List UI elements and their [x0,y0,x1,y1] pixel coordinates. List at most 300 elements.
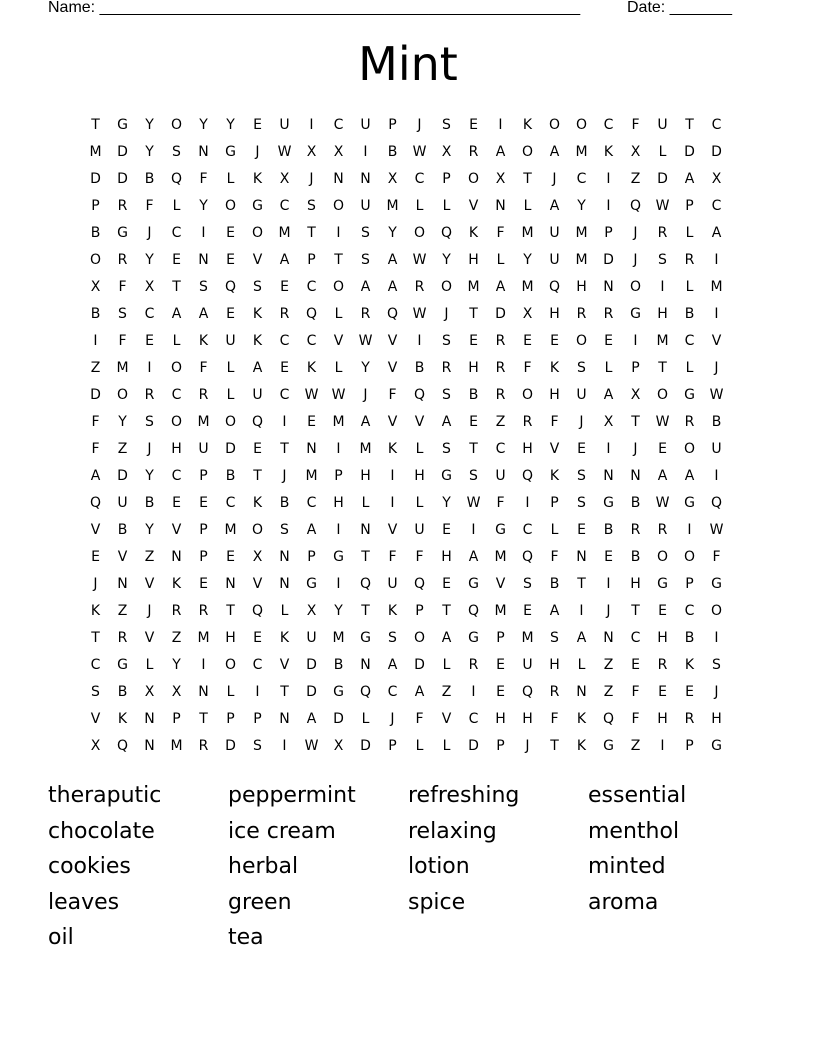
grid-cell[interactable]: O [575,117,588,133]
grid-cell[interactable]: X [387,171,398,187]
grid-cell[interactable]: Q [521,468,534,484]
grid-cell[interactable]: N [630,468,641,484]
grid-cell[interactable]: E [523,333,532,349]
grid-cell[interactable]: G [117,117,128,133]
grid-cell[interactable]: Y [172,657,181,673]
grid-cell[interactable]: O [332,279,345,295]
grid-cell[interactable]: J [309,171,314,187]
grid-cell[interactable]: G [306,576,317,592]
grid-cell[interactable]: T [361,549,370,565]
grid-cell[interactable]: L [685,360,694,376]
grid-cell[interactable]: F [199,171,208,187]
grid-cell[interactable]: T [172,279,181,295]
grid-cell[interactable]: K [306,360,317,376]
grid-cell[interactable]: Y [442,495,451,511]
grid-cell[interactable]: T [253,468,262,484]
grid-cell[interactable]: M [521,630,534,646]
grid-cell[interactable]: E [577,441,586,457]
grid-cell[interactable]: A [603,387,614,403]
grid-cell[interactable]: R [495,360,506,376]
grid-cell[interactable]: P [226,711,235,727]
grid-cell[interactable]: O [548,117,561,133]
grid-cell[interactable]: W [412,252,427,268]
grid-cell[interactable]: S [199,279,208,295]
grid-cell[interactable]: Q [359,684,372,700]
grid-cell[interactable]: Y [361,360,370,376]
grid-cell[interactable]: X [441,144,452,160]
grid-cell[interactable]: D [117,468,128,484]
grid-cell[interactable]: P [334,468,343,484]
grid-cell[interactable]: R [117,252,128,268]
grid-cell[interactable]: P [91,198,100,214]
grid-cell[interactable]: V [414,414,425,430]
grid-cell[interactable]: H [549,387,560,403]
grid-cell[interactable]: H [522,441,533,457]
grid-cell[interactable]: O [467,171,480,187]
grid-cell[interactable]: L [415,198,424,214]
grid-cell[interactable]: X [144,684,155,700]
grid-cell[interactable]: A [495,279,506,295]
grid-cell[interactable]: C [279,333,290,349]
grid-cell[interactable]: O [629,279,642,295]
grid-cell[interactable]: J [147,225,152,241]
grid-cell[interactable]: S [172,144,181,160]
grid-cell[interactable]: T [91,630,100,646]
grid-cell[interactable]: O [683,549,696,565]
grid-cell[interactable]: I [714,306,719,322]
grid-cell[interactable]: A [360,279,371,295]
grid-cell[interactable]: F [415,711,424,727]
grid-cell[interactable]: K [468,225,479,241]
grid-cell[interactable]: C [90,657,101,673]
grid-cell[interactable]: Q [359,576,372,592]
grid-cell[interactable]: P [307,549,316,565]
grid-cell[interactable]: X [495,171,506,187]
grid-cell[interactable]: V [117,549,128,565]
grid-cell[interactable]: F [118,279,127,295]
grid-cell[interactable]: X [252,549,263,565]
grid-cell[interactable]: F [523,360,532,376]
grid-cell[interactable]: R [198,387,209,403]
grid-cell[interactable]: J [417,117,422,133]
grid-cell[interactable]: A [387,279,398,295]
grid-cell[interactable]: D [306,657,317,673]
grid-cell[interactable]: E [631,657,640,673]
grid-cell[interactable]: S [712,657,721,673]
grid-cell[interactable]: L [685,225,694,241]
grid-cell[interactable]: I [606,198,611,214]
grid-cell[interactable]: F [145,198,154,214]
grid-cell[interactable]: U [522,657,533,673]
grid-cell[interactable]: W [655,414,670,430]
grid-cell[interactable]: K [549,360,560,376]
grid-cell[interactable]: S [253,279,262,295]
grid-cell[interactable]: B [117,684,128,700]
grid-cell[interactable]: P [199,549,208,565]
grid-cell[interactable]: B [468,387,479,403]
grid-cell[interactable]: K [171,576,182,592]
grid-cell[interactable]: E [307,414,316,430]
grid-cell[interactable]: S [577,495,586,511]
grid-cell[interactable]: G [360,630,371,646]
grid-cell[interactable]: A [549,198,560,214]
grid-cell[interactable]: K [576,711,587,727]
grid-cell[interactable]: U [225,333,236,349]
grid-cell[interactable]: F [550,414,559,430]
grid-cell[interactable]: J [147,441,152,457]
grid-cell[interactable]: V [252,576,263,592]
grid-cell[interactable]: S [442,387,451,403]
grid-cell[interactable]: P [442,171,451,187]
grid-cell[interactable]: R [684,711,695,727]
grid-cell[interactable]: M [359,441,372,457]
grid-cell[interactable]: F [496,225,505,241]
grid-cell[interactable]: O [440,279,453,295]
grid-cell[interactable]: E [145,333,154,349]
grid-cell[interactable]: L [550,522,559,538]
grid-cell[interactable]: H [657,630,668,646]
grid-cell[interactable]: Y [388,225,397,241]
grid-cell[interactable]: C [684,603,695,619]
grid-cell[interactable]: V [90,522,101,538]
grid-cell[interactable]: N [198,144,209,160]
grid-cell[interactable]: S [442,117,451,133]
grid-cell[interactable]: S [361,252,370,268]
grid-cell[interactable]: Y [145,252,154,268]
grid-cell[interactable]: L [226,360,235,376]
grid-cell[interactable]: J [633,225,638,241]
grid-cell[interactable]: Q [548,279,561,295]
grid-cell[interactable]: W [412,144,427,160]
grid-cell[interactable]: U [657,117,668,133]
grid-cell[interactable]: E [658,603,667,619]
grid-cell[interactable]: O [224,414,237,430]
grid-cell[interactable]: X [603,414,614,430]
grid-cell[interactable]: H [360,468,371,484]
grid-cell[interactable]: T [280,441,289,457]
grid-cell[interactable]: N [360,171,371,187]
grid-cell[interactable]: D [225,738,236,754]
grid-cell[interactable]: G [252,198,263,214]
grid-cell[interactable]: E [442,576,451,592]
grid-cell[interactable]: O [251,522,264,538]
grid-cell[interactable]: E [496,684,505,700]
grid-cell[interactable]: X [90,738,101,754]
grid-cell[interactable]: X [279,171,290,187]
grid-cell[interactable]: A [306,711,317,727]
grid-cell[interactable]: S [658,252,667,268]
grid-cell[interactable]: E [226,252,235,268]
grid-cell[interactable]: N [306,441,317,457]
letter-grid[interactable] [82,112,730,760]
grid-cell[interactable]: C [279,387,290,403]
grid-cell[interactable]: D [711,144,722,160]
grid-cell[interactable]: H [441,549,452,565]
grid-cell[interactable]: R [468,657,479,673]
grid-cell[interactable]: V [144,576,155,592]
grid-cell[interactable]: I [714,252,719,268]
grid-cell[interactable]: L [496,252,505,268]
grid-cell[interactable]: J [552,171,557,187]
grid-cell[interactable]: O [224,657,237,673]
grid-cell[interactable]: N [360,657,371,673]
grid-cell[interactable]: B [144,495,155,511]
grid-cell[interactable]: Z [90,360,101,376]
grid-cell[interactable]: Y [145,144,154,160]
grid-cell[interactable]: W [655,198,670,214]
grid-cell[interactable]: V [279,657,290,673]
grid-cell[interactable]: P [685,576,694,592]
grid-cell[interactable]: C [522,522,533,538]
grid-cell[interactable]: Z [603,657,614,673]
grid-cell[interactable]: J [606,603,611,619]
grid-cell[interactable]: M [386,198,399,214]
grid-cell[interactable]: Q [251,603,264,619]
grid-cell[interactable]: S [253,738,262,754]
grid-cell[interactable]: O [521,144,534,160]
grid-cell[interactable]: E [523,603,532,619]
grid-cell[interactable]: Q [89,495,102,511]
grid-cell[interactable]: K [117,711,128,727]
grid-cell[interactable]: N [603,630,614,646]
grid-cell[interactable]: I [336,441,341,457]
grid-cell[interactable]: Q [386,306,399,322]
grid-cell[interactable]: R [198,738,209,754]
grid-cell[interactable]: I [282,738,287,754]
grid-cell[interactable]: W [709,387,724,403]
grid-cell[interactable]: F [91,414,100,430]
grid-cell[interactable]: A [414,684,425,700]
grid-cell[interactable]: B [684,306,695,322]
grid-cell[interactable]: Q [629,198,642,214]
grid-cell[interactable]: U [198,441,209,457]
grid-cell[interactable]: Y [199,198,208,214]
grid-cell[interactable]: Y [118,414,127,430]
grid-cell[interactable]: T [577,576,586,592]
grid-cell[interactable]: H [468,252,479,268]
grid-cell[interactable]: C [414,171,425,187]
grid-cell[interactable]: A [549,603,560,619]
grid-cell[interactable]: M [170,738,183,754]
grid-cell[interactable]: N [576,684,587,700]
grid-cell[interactable]: G [333,549,344,565]
grid-cell[interactable]: I [660,279,665,295]
grid-cell[interactable]: F [550,711,559,727]
grid-cell[interactable]: A [360,414,371,430]
grid-cell[interactable]: M [332,630,345,646]
grid-cell[interactable]: L [415,441,424,457]
grid-cell[interactable]: L [334,306,343,322]
grid-cell[interactable]: Z [117,603,128,619]
grid-cell[interactable]: G [468,576,479,592]
grid-cell[interactable]: T [442,603,451,619]
grid-cell[interactable]: H [657,306,668,322]
grid-cell[interactable]: B [414,360,425,376]
grid-cell[interactable]: T [685,117,694,133]
grid-cell[interactable]: R [117,198,128,214]
grid-cell[interactable]: U [252,387,263,403]
grid-cell[interactable]: F [91,441,100,457]
grid-cell[interactable]: T [523,171,532,187]
grid-cell[interactable]: K [522,117,533,133]
grid-cell[interactable]: E [253,630,262,646]
grid-cell[interactable]: S [550,630,559,646]
grid-cell[interactable]: Y [442,252,451,268]
grid-cell[interactable]: R [522,414,533,430]
grid-cell[interactable]: V [387,522,398,538]
grid-cell[interactable]: R [684,252,695,268]
grid-cell[interactable]: L [172,198,181,214]
grid-cell[interactable]: O [656,387,669,403]
grid-cell[interactable]: W [304,387,319,403]
grid-cell[interactable]: A [441,630,452,646]
grid-cell[interactable]: J [147,603,152,619]
grid-cell[interactable]: T [91,117,100,133]
grid-cell[interactable]: K [279,630,290,646]
grid-cell[interactable]: A [684,468,695,484]
grid-cell[interactable]: D [495,306,506,322]
grid-cell[interactable]: X [306,144,317,160]
grid-cell[interactable]: A [684,171,695,187]
grid-cell[interactable]: M [494,603,507,619]
grid-cell[interactable]: P [172,711,181,727]
grid-cell[interactable]: P [253,711,262,727]
grid-cell[interactable]: Z [117,441,128,457]
grid-cell[interactable]: F [712,549,721,565]
grid-cell[interactable]: K [252,306,263,322]
grid-cell[interactable]: B [684,630,695,646]
grid-cell[interactable]: X [630,387,641,403]
grid-cell[interactable]: C [603,117,614,133]
grid-cell[interactable]: D [333,711,344,727]
grid-cell[interactable]: P [631,360,640,376]
grid-cell[interactable]: R [117,630,128,646]
grid-cell[interactable]: K [603,144,614,160]
grid-cell[interactable]: A [495,144,506,160]
grid-cell[interactable]: N [603,468,614,484]
grid-cell[interactable]: G [603,495,614,511]
grid-cell[interactable]: T [469,441,478,457]
grid-cell[interactable]: B [279,495,290,511]
grid-cell[interactable]: T [631,603,640,619]
grid-cell[interactable]: Y [145,468,154,484]
grid-cell[interactable]: J [282,468,287,484]
grid-cell[interactable]: M [305,468,318,484]
grid-cell[interactable]: H [522,711,533,727]
grid-cell[interactable]: E [226,306,235,322]
grid-cell[interactable]: K [576,738,587,754]
grid-cell[interactable]: G [603,738,614,754]
grid-cell[interactable]: D [90,387,101,403]
grid-cell[interactable]: U [711,441,722,457]
grid-cell[interactable]: I [687,522,692,538]
grid-cell[interactable]: Z [603,684,614,700]
grid-cell[interactable]: Y [226,117,235,133]
grid-cell[interactable]: U [117,495,128,511]
grid-cell[interactable]: V [387,333,398,349]
grid-cell[interactable]: P [388,117,397,133]
grid-cell[interactable]: B [711,414,722,430]
grid-cell[interactable]: X [630,144,641,160]
grid-cell[interactable]: U [576,387,587,403]
grid-cell[interactable]: O [116,387,129,403]
grid-cell[interactable]: N [198,684,209,700]
grid-cell[interactable]: V [549,441,560,457]
grid-cell[interactable]: C [711,198,722,214]
grid-cell[interactable]: Q [224,279,237,295]
grid-cell[interactable]: F [496,495,505,511]
grid-cell[interactable]: C [171,387,182,403]
grid-cell[interactable]: B [90,306,101,322]
grid-cell[interactable]: Q [305,306,318,322]
grid-cell[interactable]: V [495,576,506,592]
grid-cell[interactable]: V [333,333,344,349]
grid-cell[interactable]: U [360,117,371,133]
grid-cell[interactable]: O [170,414,183,430]
grid-cell[interactable]: X [711,171,722,187]
grid-cell[interactable]: E [604,549,613,565]
grid-cell[interactable]: K [252,171,263,187]
grid-cell[interactable]: E [685,684,694,700]
grid-cell[interactable]: T [334,252,343,268]
grid-cell[interactable]: R [549,684,560,700]
grid-cell[interactable]: D [117,144,128,160]
grid-cell[interactable]: Y [145,522,154,538]
grid-cell[interactable]: J [93,576,98,592]
grid-cell[interactable]: Y [523,252,532,268]
grid-cell[interactable]: H [576,279,587,295]
grid-cell[interactable]: E [91,549,100,565]
grid-cell[interactable]: G [333,684,344,700]
grid-cell[interactable]: K [387,603,398,619]
grid-cell[interactable]: R [198,603,209,619]
grid-cell[interactable]: R [603,306,614,322]
grid-cell[interactable]: C [387,684,398,700]
grid-cell[interactable]: L [604,360,613,376]
grid-cell[interactable]: R [495,333,506,349]
grid-cell[interactable]: C [576,171,587,187]
grid-cell[interactable]: V [711,333,722,349]
grid-cell[interactable]: A [468,549,479,565]
grid-cell[interactable]: D [117,171,128,187]
grid-cell[interactable]: L [442,738,451,754]
grid-cell[interactable]: G [441,468,452,484]
grid-cell[interactable]: E [253,117,262,133]
grid-cell[interactable]: Y [145,117,154,133]
grid-cell[interactable]: E [226,549,235,565]
grid-cell[interactable]: U [495,468,506,484]
grid-cell[interactable]: O [89,252,102,268]
grid-cell[interactable]: A [657,468,668,484]
grid-cell[interactable]: L [280,603,289,619]
grid-cell[interactable]: N [225,576,236,592]
grid-cell[interactable]: W [277,144,292,160]
grid-cell[interactable]: T [226,603,235,619]
grid-cell[interactable]: Q [602,711,615,727]
grid-cell[interactable]: M [575,225,588,241]
grid-cell[interactable]: B [225,468,236,484]
grid-cell[interactable]: O [710,603,723,619]
grid-cell[interactable]: N [279,711,290,727]
grid-cell[interactable]: I [336,225,341,241]
grid-cell[interactable]: C [279,198,290,214]
grid-cell[interactable]: K [252,333,263,349]
grid-cell[interactable]: N [360,522,371,538]
grid-cell[interactable]: T [199,711,208,727]
grid-cell[interactable]: E [172,252,181,268]
grid-cell[interactable]: F [118,333,127,349]
grid-cell[interactable]: J [363,387,368,403]
